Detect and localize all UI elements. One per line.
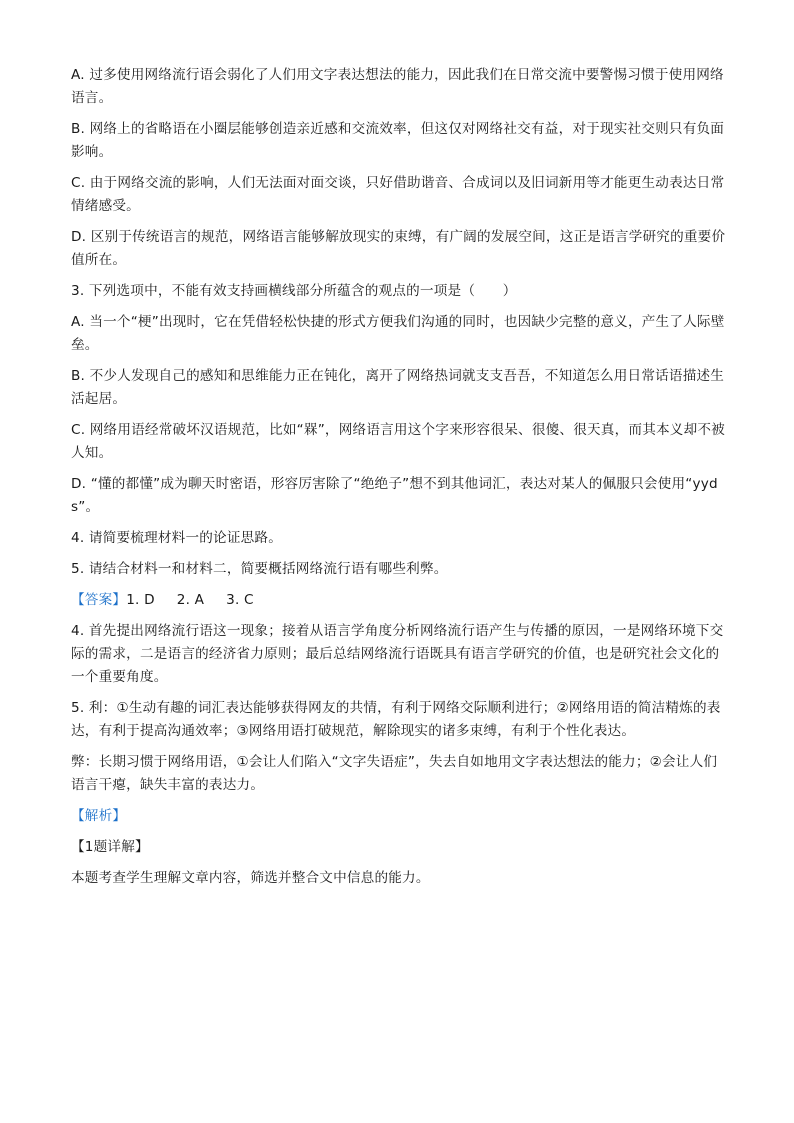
q3-option-a (71, 311, 726, 357)
q2-option-b (71, 118, 726, 164)
option-text: 由于网络交流的影响，人们无法面对面交谈，只好借助谐音、合成词以及旧词新用等才能更生动表达日常情绪感受。 (71, 175, 725, 214)
option-text: 不少人发现自己的感知和思维能力正在钝化，离开了网络热词就支支吾吾，不知道怎么用日常话语描述生活起居。 (71, 368, 725, 407)
option-text: 网络上的省略语在小圈层能够创造亲近感和交流效率，但这仅对网络社交有益，对于现实社交则只有负面影响。 (71, 121, 725, 160)
option-letter: B. (71, 368, 86, 384)
document-body (71, 64, 726, 898)
option-letter: B. (71, 121, 86, 137)
answer-item-3: 3. C (226, 592, 254, 608)
answer-5-con: 弊：长期习惯于网络用语，①会让人们陷入“文字失语症”，失去自如地用文字表达想法的能力；②会让人们语言干瘪，缺失丰富的表达力。 (71, 754, 718, 793)
option-letter: A. (71, 314, 85, 330)
q3-stem: 3. 下列选项中，不能有效支持画横线部分所蕴含的观点的一项是（ ） (71, 283, 517, 299)
option-text: “懂的都懂”成为聊天时密语，形容厉害除了“绝绝子”想不到其他词汇，表达对某人的佩服只会使用“yyds”。 (71, 476, 718, 515)
option-text: 区别于传统语言的规范，网络语言能够解放现实的束缚，有广阔的发展空间，这正是语言学研究的重要价值所在。 (71, 229, 726, 268)
answer-label: 【答案】 (71, 592, 127, 608)
q2-option-a (71, 64, 726, 110)
answer-4: 4. 首先提出网络流行语这一现象；接着从语言学角度分析网络流行语产生与传播的原因，一是网络环境下交际的需求，二是语言的经济省力原则；最后总结网络流行语既具有语言学研究的价值，也是研究社会文化的一个重要角度。 (71, 623, 724, 685)
analysis-sub-label: 【1题详解】 (71, 839, 149, 855)
option-letter: D. (71, 229, 87, 245)
q3-option-c (71, 419, 726, 465)
option-letter: C. (71, 175, 86, 191)
answer-item-1: 1. D (126, 592, 155, 608)
answer-line (71, 589, 726, 612)
option-text: 过多使用网络流行语会弱化了人们用文字表达想法的能力，因此我们在日常交流中要警惕习惯于使用网络语言。 (71, 67, 724, 106)
q3-option-d (71, 473, 726, 519)
option-text: 网络用语经常破坏汉语规范，比如“槑”，网络语言用这个字来形容很呆、很傻、很天真，而其本义却不被人知。 (71, 422, 725, 461)
option-letter: A. (71, 67, 85, 83)
q5-stem: 5. 请结合材料一和材料二，简要概括网络流行语有哪些利弊。 (71, 561, 448, 577)
q3-option-b (71, 365, 726, 411)
q2-option-d (71, 226, 726, 272)
option-text: 当一个“梗”出现时，它在凭借轻松快捷的形式方便我们沟通的同时，也因缺少完整的意义，产生了人际壁垒。 (71, 314, 725, 353)
answer-item-2: 2. A (176, 592, 205, 608)
answer-5-pro: 5. 利：①生动有趣的词汇表达能够获得网友的共情，有利于网络交际顺利进行；②网络用语的简洁精炼的表达，有利于提高沟通效率；③网络用语打破规范，解除现实的诸多束缚，有利于个性化表达。 (71, 700, 721, 739)
q4-stem: 4. 请简要梳理材料一的论证思路。 (71, 530, 283, 546)
option-letter: D. (71, 476, 87, 492)
q2-option-c (71, 172, 726, 218)
analysis-label: 【解析】 (71, 808, 127, 824)
option-letter: C. (71, 422, 86, 438)
analysis-text: 本题考查学生理解文章内容，筛选并整合文中信息的能力。 (71, 870, 430, 886)
